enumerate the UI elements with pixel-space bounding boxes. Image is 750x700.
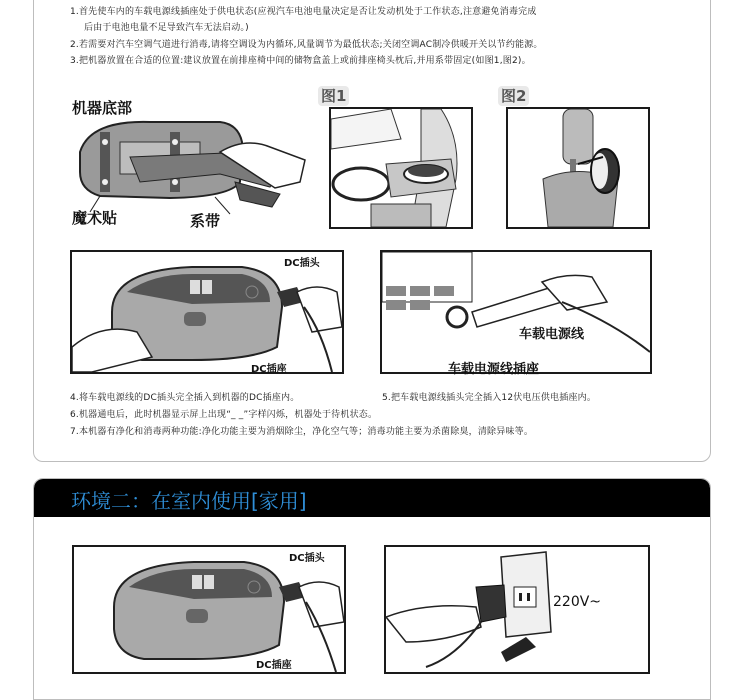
instruction-6: 6.机器通电后，此时机器显示屏上出现“_ _”字样闪烁，机器处于待机状态。 bbox=[70, 410, 378, 420]
home-dc-plug-image bbox=[72, 545, 346, 674]
instruction-5: 5.把车载电源线插头完全插入12伏电压供电插座内。 bbox=[382, 393, 597, 403]
car-socket-image bbox=[380, 250, 652, 374]
voltage-label: 220V~ bbox=[553, 594, 602, 610]
instruction-1b: 后由于电池电量不足导致汽车无法启动。) bbox=[84, 23, 249, 33]
figure-2-image bbox=[506, 107, 650, 229]
instruction-7: 7.本机器有净化和消毒两种功能:净化功能主要为消烟除尘，净化空气等；消毒功能主要为杀菌除臭，清除异味等。 bbox=[70, 427, 534, 437]
home-dc-plug-label: DC插头 bbox=[289, 553, 325, 564]
strap-label: 系带 bbox=[190, 212, 221, 230]
section-header bbox=[34, 479, 710, 517]
figure-1-image bbox=[329, 107, 473, 229]
dc-plug-label: DC插头 bbox=[284, 258, 320, 269]
velcro-label: 魔术贴 bbox=[72, 209, 118, 227]
instruction-2: 2.若需要对汽车空调气道进行消毒,请将空调设为内循环,风量调节为最低状态;关闭空调AC制冷供暖开关以节约能源。 bbox=[70, 40, 543, 50]
instruction-1a: 1.首先使车内的车载电源线插座处于供电状态(应视汽车电池电量决定是否让发动机处于工作状态,注意避免消毒完成 bbox=[70, 7, 537, 17]
figure-2-tag: 图2 bbox=[498, 86, 529, 106]
dc-socket-label: DC插座 bbox=[251, 364, 287, 375]
car-cable-label: 车载电源线 bbox=[519, 327, 585, 342]
bottom-view-label: 机器底部 bbox=[72, 99, 133, 117]
home-dc-socket-label: DC插座 bbox=[256, 660, 292, 671]
instruction-4: 4.将车载电源线的DC插头完全插入到机器的DC插座内。 bbox=[70, 393, 300, 403]
section-title: 环境二：在室内使用[家用] bbox=[71, 489, 307, 513]
figure-1-tag: 图1 bbox=[318, 86, 349, 106]
car-socket-label: 车载电源线插座 bbox=[448, 362, 540, 377]
instruction-3: 3.把机器放置在合适的位置:建议放置在前排座椅中间的储物盒盖上或前排座椅头枕后,并用系带固定(如图1,图2)。 bbox=[70, 56, 531, 66]
wall-socket-image bbox=[384, 545, 650, 674]
